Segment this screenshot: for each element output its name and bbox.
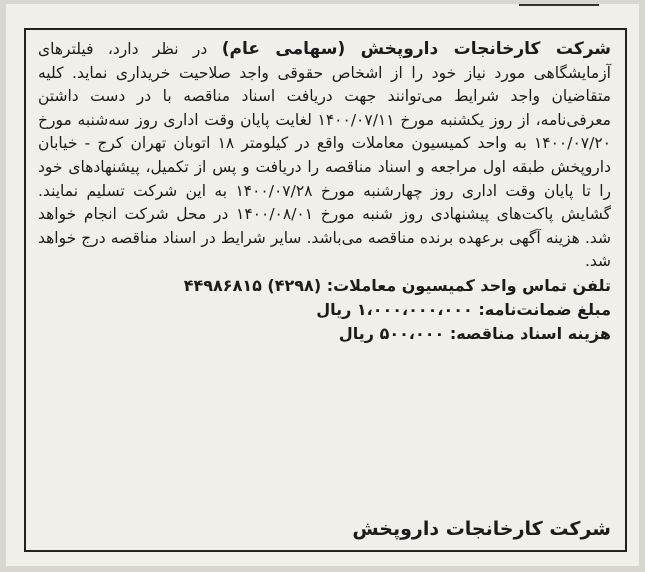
phone-line bbox=[38, 274, 611, 298]
print-edge-mark bbox=[519, 4, 599, 16]
tender-notice-box bbox=[24, 28, 627, 552]
phone-label: تلفن تماس واحد کمیسیون معاملات: bbox=[326, 275, 611, 295]
guarantee-line bbox=[38, 298, 611, 322]
guarantee-label: مبلغ ضمانت‌نامه: bbox=[478, 299, 611, 319]
notice-body: در نظر دارد، فیلترهای آزمایشگاهی مورد نیاز خود را از اشخاص حقوقی واجد صلاحیت خریداری نماید. کلیه متقاضیان واجد شرایط می‌توانند جهت دریافت اسناد مناقصه با در دست داشتن معرفی‌نامه، از روز یکشنبه مورخ ۱۴۰۰/۰۷/۱۱ لغایت پایان وقت اداری روز سه‌شنبه مورخ ۱۴۰۰/۰۷/۲۰ به واحد کمیسیون معاملات واقع در کیلومتر ۱۸ اتوبان تهران کرج - خیابان داروپخش طبقه اول مراجعه و اسناد مناقصه را دریافت و پس از تکمیل، پیشنهادهای خود را تا پایان وقت اداری روز چهارشنبه مورخ ۱۴۰۰/۰۷/۲۸ به این شرکت تسلیم نمایند. گشایش پاکت‌های پیشنهادی روز شنبه مورخ ۱۴۰۰/۰۸/۰۱ در محل شرکت انجام خواهد شد. هزینه آگهی برعهده برنده مناقصه می‌باشد. سایر شرایط در اسناد مناقصه درج خواهد شد. bbox=[38, 40, 611, 271]
company-title: شرکت کارخانجات داروپخش (سهامی عام) bbox=[221, 39, 612, 59]
newspaper-clipping bbox=[6, 4, 639, 566]
notice-paragraph bbox=[38, 38, 611, 274]
doc-fee-line bbox=[38, 322, 611, 346]
doc-fee-value: ۵۰۰،۰۰۰ ریال bbox=[338, 323, 445, 343]
doc-fee-label: هزینه اسناد مناقصه: bbox=[449, 323, 611, 343]
phone-value: (۴۲۹۸) ۴۴۹۸۶۸۱۵ bbox=[183, 275, 322, 295]
footer-company-name: شرکت کارخانجات داروپخش bbox=[352, 518, 611, 540]
guarantee-value: ۱،۰۰۰،۰۰۰،۰۰۰ ریال bbox=[316, 299, 473, 319]
